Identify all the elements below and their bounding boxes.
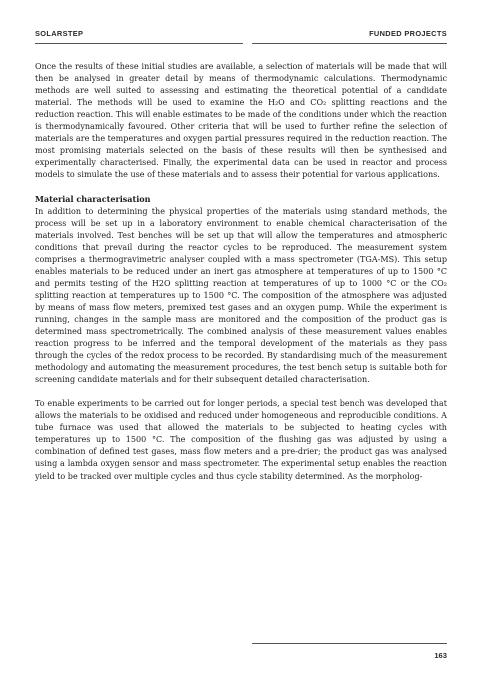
section-heading: Material characterisation — [35, 194, 151, 205]
header-project-name: SOLARSTEP — [35, 29, 84, 38]
paragraph-2: In addition to determining the physical properties of the materials using standard methods, the process will be set up in a laboratory environment to enable chemical characterisation of the materials involved. Test benches will be set up that will allow the temperatures and atmospheric conditions that prevail during the reactor cycles to be reproduced. The measurement system comprises a thermogravimetric analyser coupled with a mass spectrometer (TGA-MS). This setup enables materials to be reduced under an inert gas atmosphere at temperatures of up to 1500 °C and permits testing of the H2O splitting reaction at temperatures of up to 1000 °C or the CO₂ splitting reaction at temperatures up to 1500 °C. The composition of the atmosphere was adjusted by means of mass flow meters, premixed test gases and an oxygen pump. While the experiment is running, changes in the sample mass are monitored and the composition of the product gas is determined mass spectrometrically. The combined analysis of these measurement values enables reaction progress to be inferred and the temporal development of the materials as they pass through the cycles of the redox process to be recorded. By standardising much of the measurement methodology and automating the measurement procedures, the test bench setup is suitable both for screening candidate materials and for their subsequent detailed characterisation. — [35, 206, 447, 385]
body-text — [35, 61, 447, 483]
page-number: 163 — [434, 651, 447, 660]
header-rule-right — [252, 43, 447, 44]
paragraph-gap — [35, 386, 447, 398]
running-header — [35, 29, 447, 41]
paragraph-gap — [35, 181, 447, 193]
header-rule-left — [35, 43, 243, 44]
paragraph-3: To enable experiments to be carried out for longer periods, a special test bench was developed that allows the materials to be oxidised and reduced under homogeneous and reproducible conditions. A tube furnace was used that allowed the materials to be subjected to heating cycles with temperatures up to 1500 °C. The composition of the flushing gas was adjusted by using a combination of defined test gases, mass flow meters and a pre-drier; the product gas was analysed using a lambda oxygen sensor and mass spectrometer. The experimental setup enables the reaction yield to be tracked over multiple cycles and thus cycle stability determined. As the morpholog- — [35, 399, 447, 481]
paragraph-1: Once the results of these initial studies are available, a selection of materials will be made that will then be analysed in greater detail by means of thermodynamic calculations. Thermodynamic methods are well suited to assessing and estimating the theoretical potential of a candidate material. The methods will be used to examine the H₂O and CO₂ splitting reactions and the reduction reaction. This will enable estimates to be made of the conditions under which the reaction is thermodynamically favoured. Other criteria that will be used to further refine the selection of materials are the temperatures and oxygen partial pressures required in the reduction reaction. The most promising materials selected on the basis of these results will then be synthesised and experimentally characterised. Finally, the experimental data can be used in reactor and process models to simulate the use of these materials and to assess their potential for various applications. — [35, 62, 447, 180]
header-section-name: FUNDED PROJECTS — [369, 29, 447, 38]
footer-rule — [252, 643, 447, 644]
